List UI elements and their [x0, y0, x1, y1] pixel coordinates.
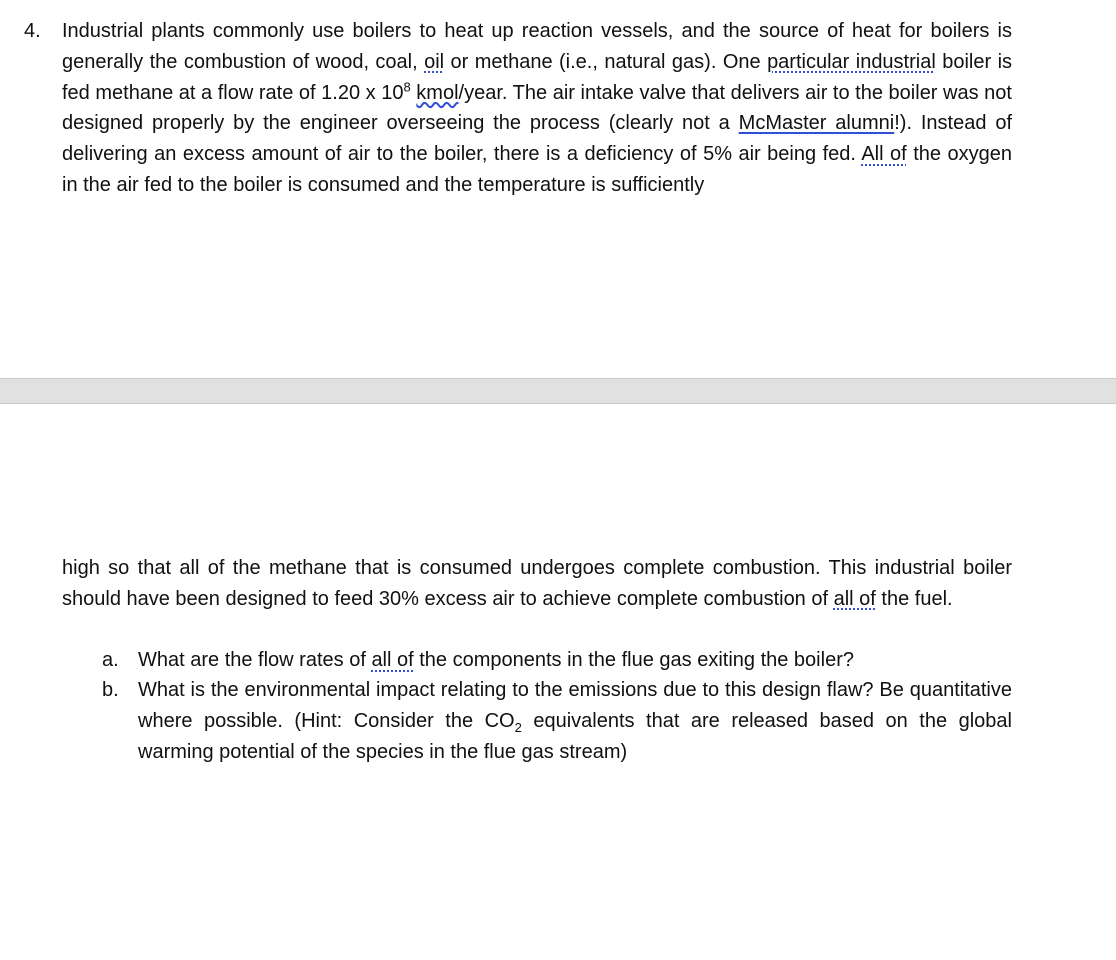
question-number: 4. [24, 20, 41, 42]
question-text: or methane (i.e., natural gas). One [444, 50, 768, 73]
question-paragraph-continued [62, 553, 1012, 615]
sub-question-text: What are the flow rates of [138, 649, 372, 671]
question-text: !). Instead of delivering an excess amount of air to the boiler, there is a deficiency of 5% air being fed. [62, 112, 1013, 166]
grammar-flag-mcmaster-alumni[interactable]: McMaster alumni [738, 112, 895, 135]
question-text: high so that all of the methane that is consumed undergoes complete combustion. This industrial boiler should have been designed to feed 30% excess air to achieve complete combustion of [62, 557, 1012, 610]
flow-rate-exponent: 8 [403, 78, 411, 94]
question-text: Industrial plants commonly use boilers to heat up reaction vessels, and the source of heat for boilers is generally the combustion of wood, coal, [62, 20, 1012, 73]
sub-question-text: equivalents that are released based on the global warming potential of the species in the flue gas stream) [138, 709, 1012, 763]
grammar-flag-oil[interactable]: oil [424, 50, 445, 73]
question-text: boiler is fed methane at a flow rate of 1.20 x 10 [62, 50, 1013, 104]
sub-question-b-letter: b. [102, 679, 119, 701]
sub-question-a [138, 645, 1012, 676]
question-text: /year. The air intake valve that delivers air to the boiler was not designed properly by the engineer overseeing the process (clearly not a [62, 81, 1012, 135]
grammar-flag-all-of[interactable]: All of [861, 143, 907, 166]
grammar-flag-all-of[interactable]: all of [833, 587, 876, 610]
co2-subscript: 2 [514, 719, 522, 735]
sub-question-a-letter: a. [102, 649, 119, 671]
spelling-flag-kmol[interactable]: kmol [416, 81, 459, 104]
grammar-flag-all-of[interactable]: all of [371, 649, 414, 671]
sub-question-text: What is the environmental impact relating to the emissions due to this design flaw? Be quantitative where possible. (Hint: Consider the CO [138, 679, 1012, 732]
question-paragraph [62, 16, 1012, 201]
page-break-separator [0, 378, 1116, 404]
sub-question-text: the components in the flue gas exiting the boiler? [413, 649, 854, 671]
sub-question-b [138, 675, 1012, 767]
grammar-flag-particular-industrial[interactable]: particular industrial [767, 50, 936, 73]
question-text: the fuel. [875, 587, 953, 610]
question-text: the oxygen in the air fed to the boiler is consumed and the temperature is sufficiently [62, 143, 1012, 196]
